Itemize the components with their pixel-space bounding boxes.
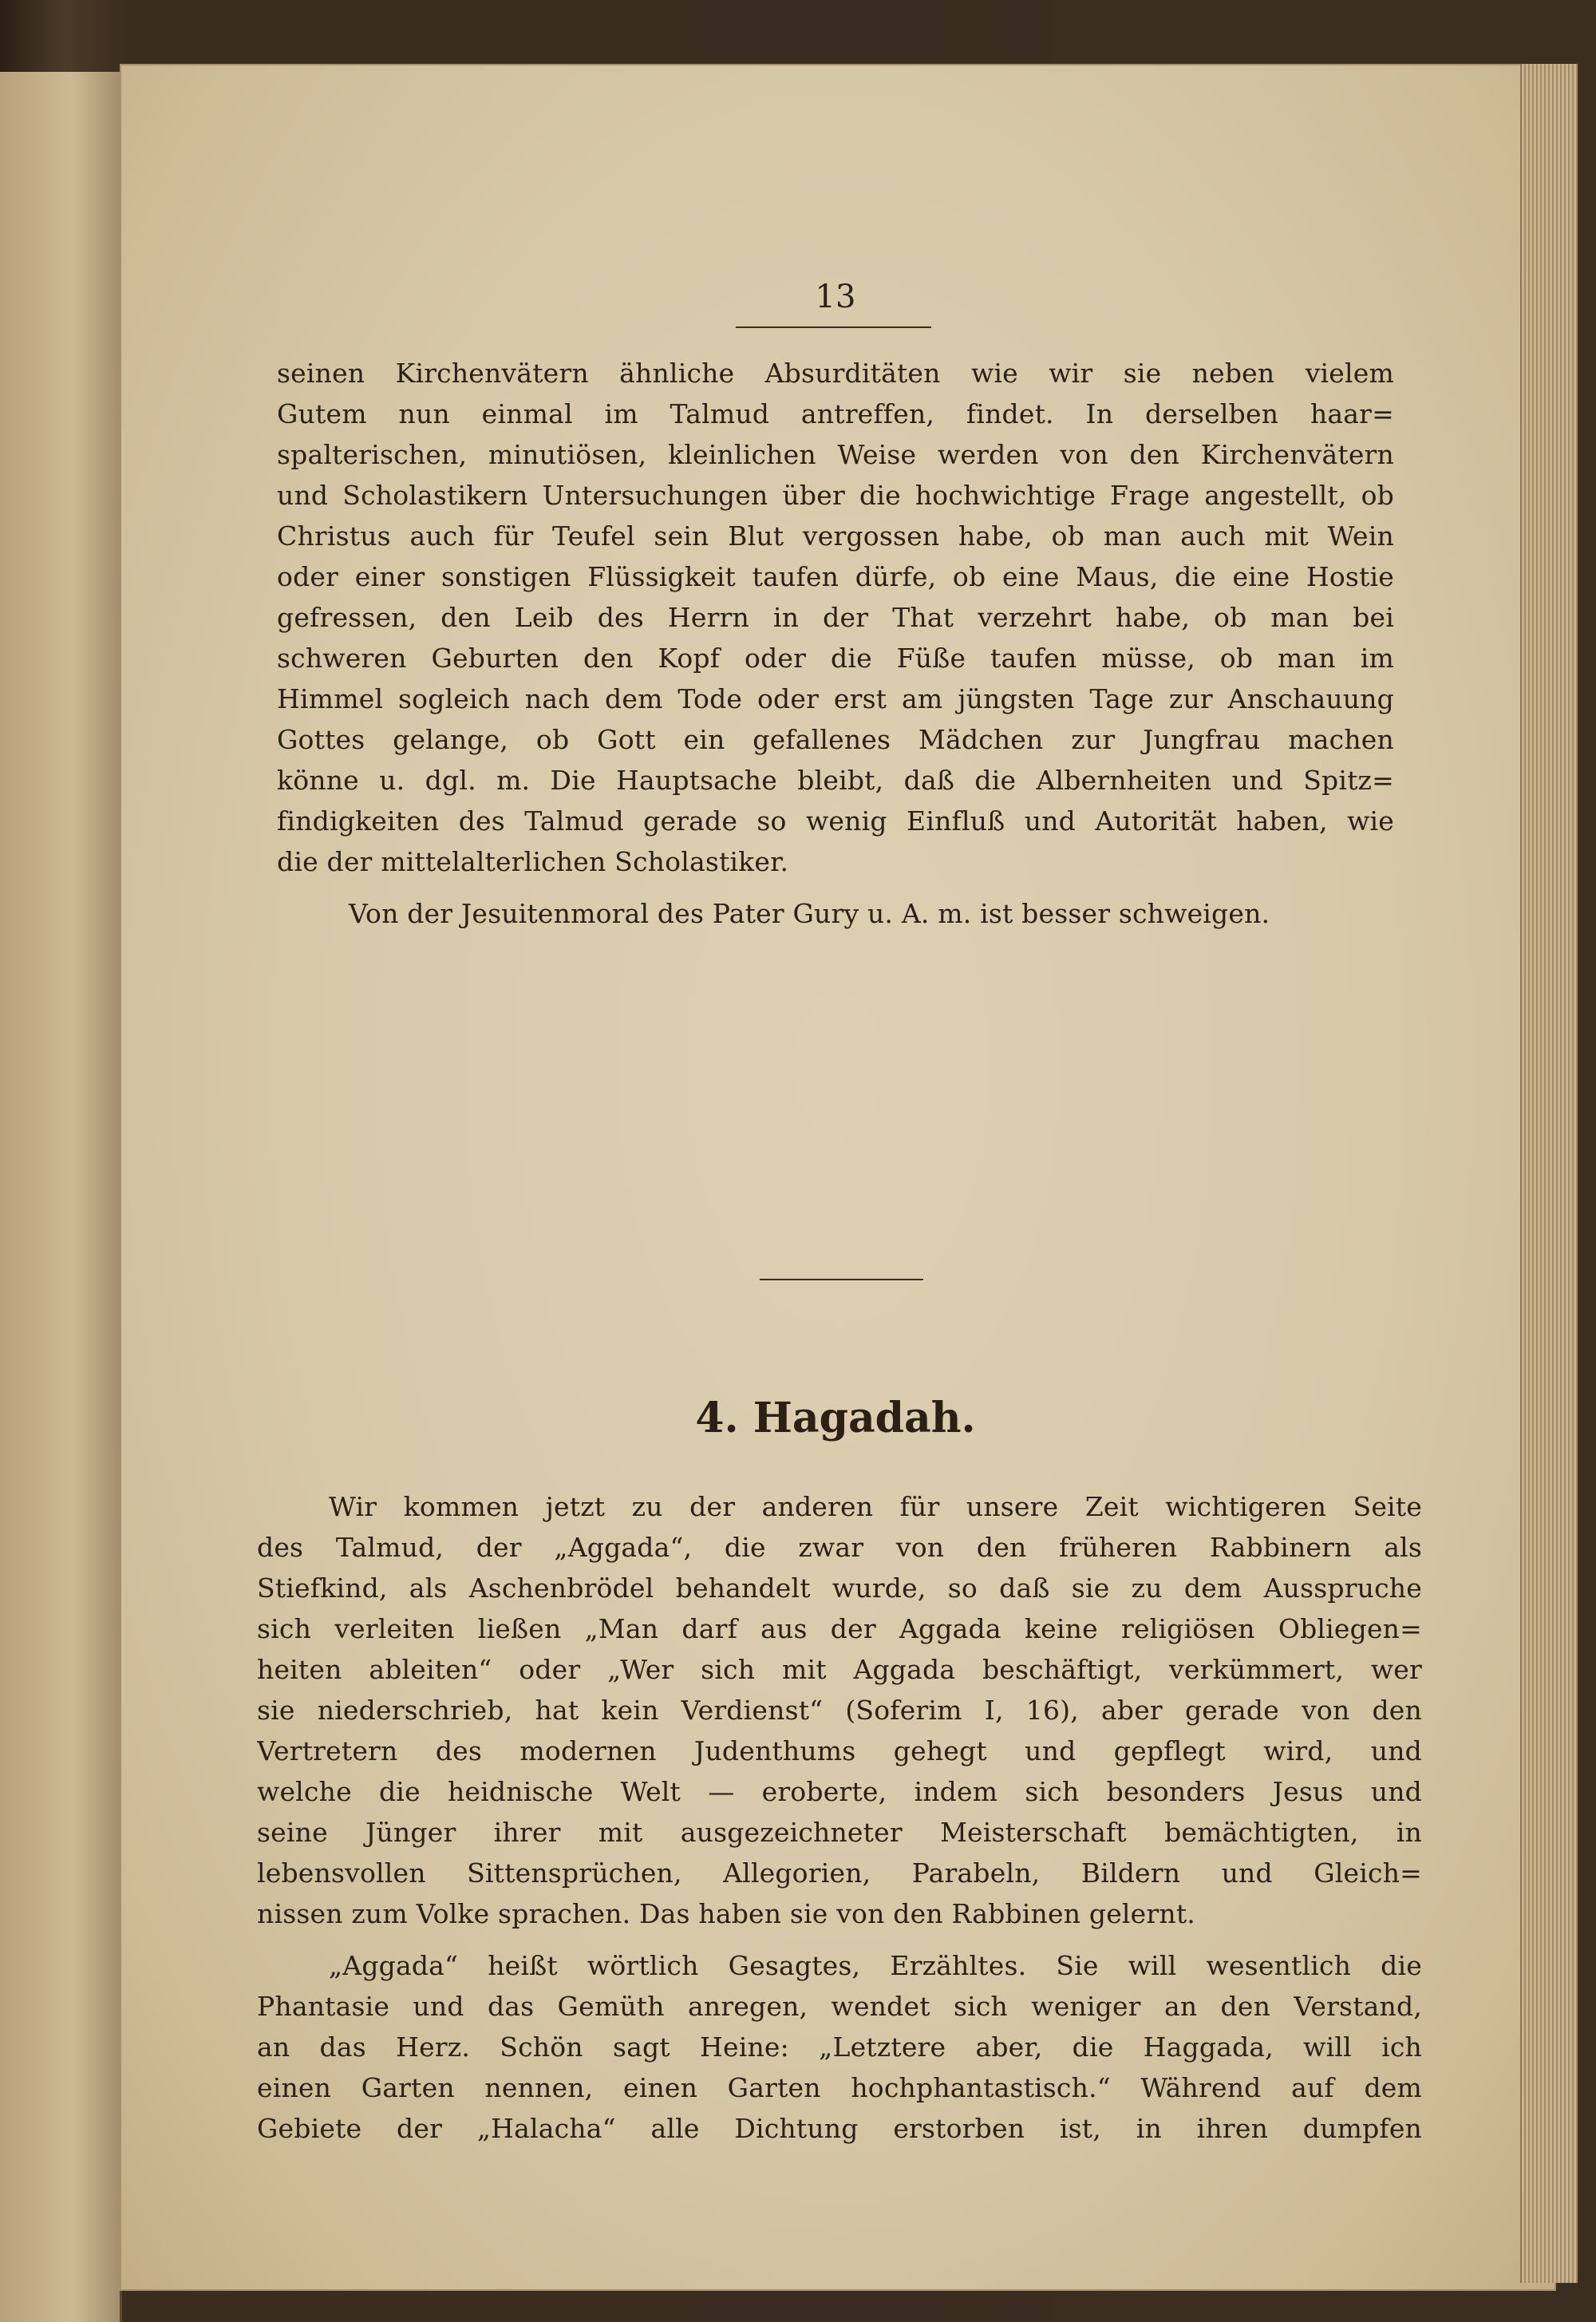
page-number: 13: [815, 279, 856, 315]
text-line: Gottes gelange, ob Gott ein gefallenes Mädchen zur Jungfrau machen: [277, 724, 1394, 755]
text-line: seinen Kirchenvätern ähnliche Absurditäten wie wir sie neben vielem: [277, 358, 1394, 389]
text-line: sie niederschrieb, hat kein Verdienst“ (Soferim I, 16), aber gerade von den: [257, 1695, 1422, 1726]
text-line: Phantasie und das Gemüth anregen, wendet sich weniger an den Verstand,: [257, 1991, 1422, 2022]
jesuit-line: Von der Jesuitenmoral des Pater Gury u. A. m. ist besser schweigen.: [349, 898, 1270, 929]
text-line: des Talmud, der „Aggada“, die zwar von den früheren Rabbinern als: [257, 1532, 1422, 1563]
text-line: Gutem nun einmal im Talmud antreffen, findet. In derselben haar=: [277, 398, 1394, 429]
text-line: lebensvollen Sittensprüchen, Allegorien, Parabeln, Bildern und Gleich=: [257, 1857, 1422, 1889]
text-line: Himmel sogleich nach dem Tode oder erst am jüngsten Tage zur Anschauung: [277, 683, 1394, 714]
text-line: Christus auch für Teufel sein Blut vergossen habe, ob man auch mit Wein: [277, 520, 1394, 552]
previous-page-edge: [0, 72, 122, 2322]
text-line: welche die heidnische Welt — eroberte, indem sich besonders Jesus und: [257, 1776, 1422, 1807]
book-page: [120, 64, 1556, 2291]
text-line: „Aggada“ heißt wörtlich Gesagtes, Erzähltes. Sie will wesentlich die: [329, 1950, 1422, 1981]
text-line: schweren Geburten den Kopf oder die Füße taufen müsse, ob man im: [277, 643, 1394, 674]
section-heading: 4. Hagadah.: [695, 1394, 976, 1442]
text-line: sich verleiten ließen „Man darf aus der Aggada keine religiösen Obliegen=: [257, 1613, 1422, 1644]
text-line: Gebiete der „Halacha“ alle Dichtung erstorben ist, in ihren dumpfen: [257, 2113, 1422, 2144]
text-line: Stiefkind, als Aschenbrödel behandelt wurde, so daß sie zu dem Ausspruche: [257, 1572, 1422, 1604]
text-line: oder einer sonstigen Flüssigkeit taufen dürfe, ob eine Maus, die eine Hostie: [277, 561, 1394, 592]
text-line: heiten ableiten“ oder „Wer sich mit Aggada beschäftigt, verkümmert, wer: [257, 1654, 1422, 1685]
text-line: spalterischen, minutiösen, kleinlichen Weise werden von den Kirchenvätern: [277, 439, 1394, 470]
top-paragraph: [277, 353, 1394, 934]
page-stack-edge: [1520, 64, 1578, 2283]
text-line: an das Herz. Schön sagt Heine: „Letztere aber, die Haggada, will ich: [257, 2031, 1422, 2063]
text-line: Vertretern des modernen Judenthums gehegt und gepflegt wird, und: [257, 1735, 1422, 1766]
page-number-rule: [736, 326, 931, 328]
text-line: seine Jünger ihrer mit ausgezeichneter Meisterschaft bemächtigten, in: [257, 1817, 1422, 1848]
text-line: gefressen, den Leib des Herrn in der That verzehrt habe, ob man bei: [277, 602, 1394, 633]
section-body: [257, 1486, 1422, 2149]
section-divider: [760, 1279, 923, 1280]
text-line: findigkeiten des Talmud gerade so wenig Einfluß und Autorität haben, wie: [277, 805, 1394, 837]
text-line: nissen zum Volke sprachen. Das haben sie von den Rabbinen gelernt.: [257, 1898, 1195, 1929]
text-line: und Scholastikern Untersuchungen über die hochwichtige Frage angestellt, ob: [277, 480, 1394, 511]
text-line: einen Garten nennen, einen Garten hochphantastisch.“ Während auf dem: [257, 2072, 1422, 2103]
text-line: könne u. dgl. m. Die Hauptsache bleibt, daß die Albernheiten und Spitz=: [277, 765, 1394, 796]
text-line: Wir kommen jetzt zu der anderen für unsere Zeit wichtigeren Seite: [329, 1491, 1422, 1522]
text-line: die der mittelalterlichen Scholastiker.: [277, 846, 789, 877]
